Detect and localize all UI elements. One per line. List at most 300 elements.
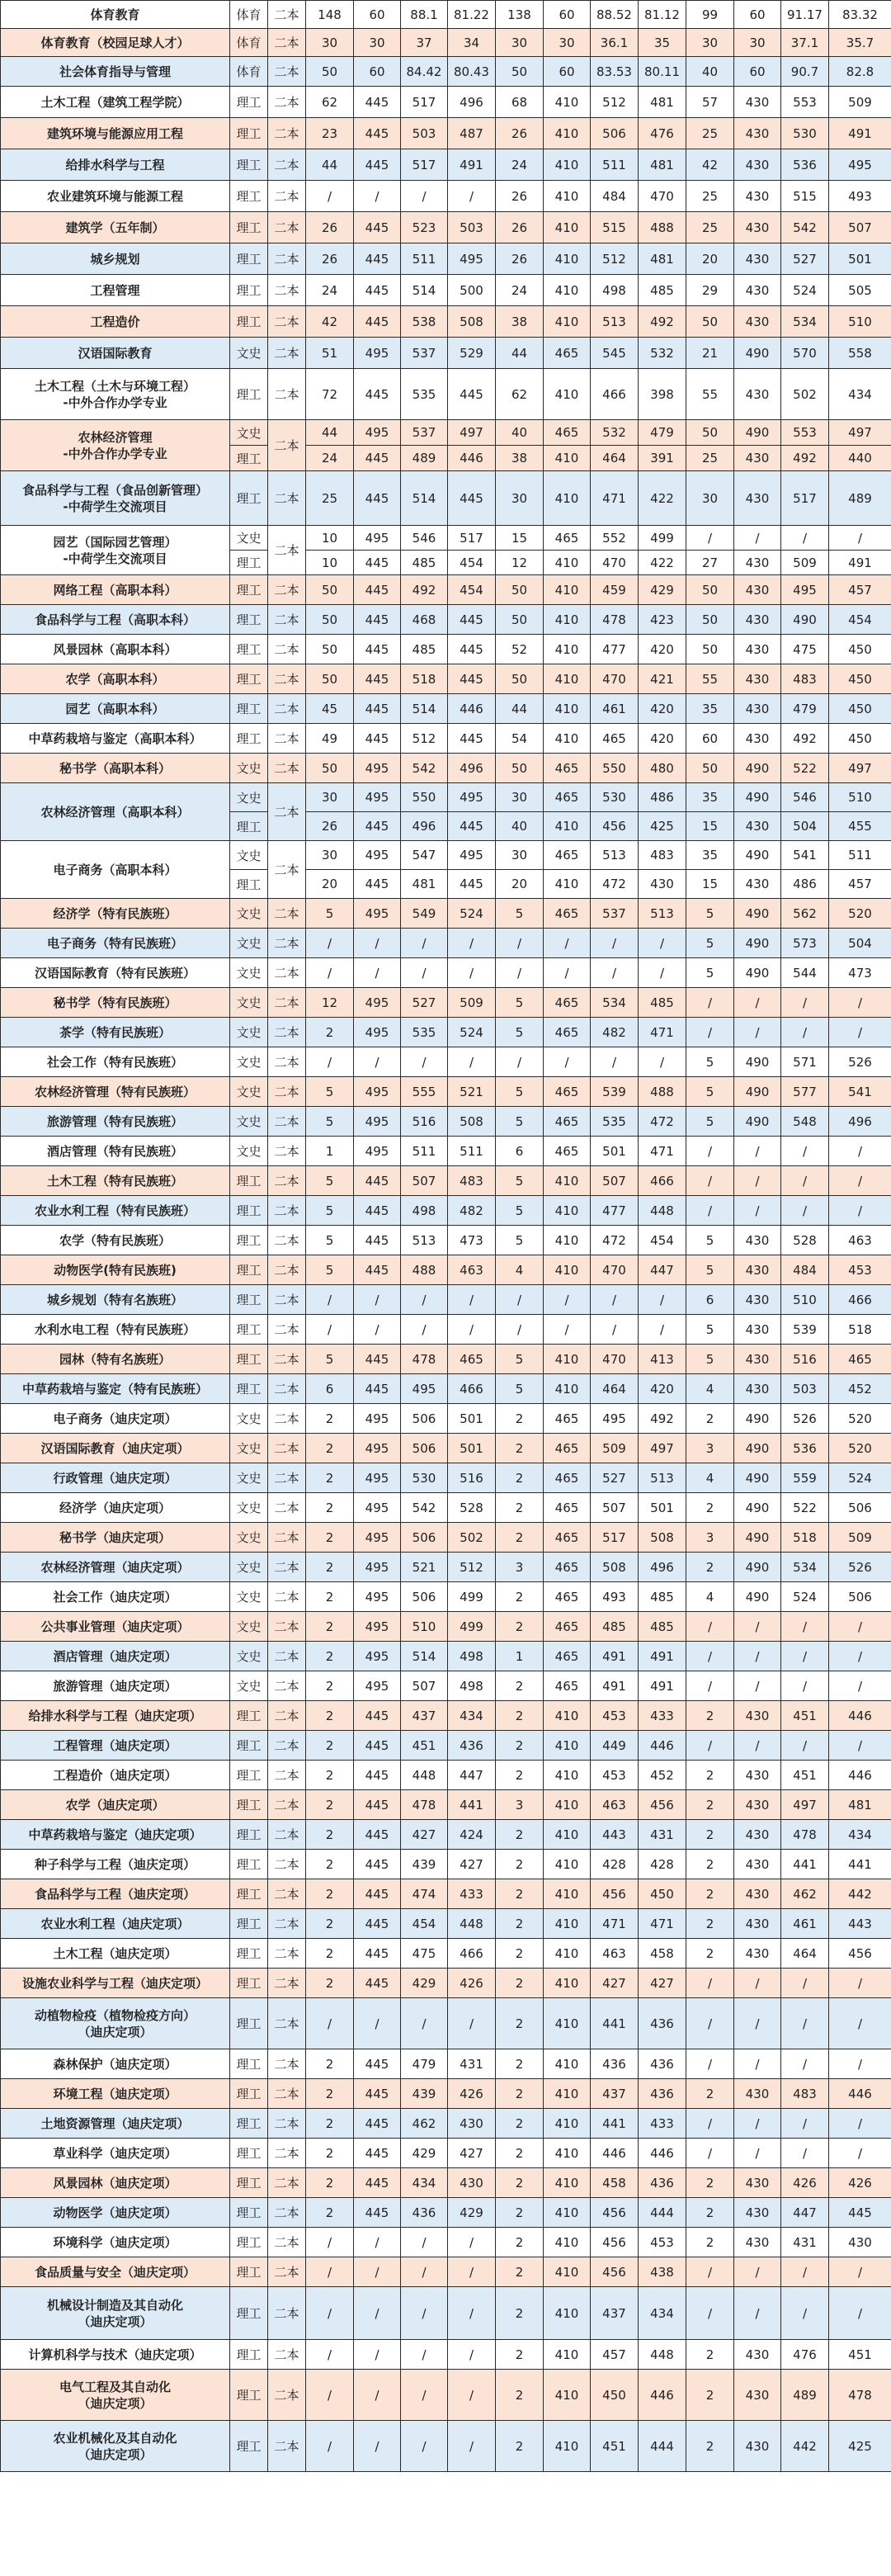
score-cell: 456 [591,2198,639,2228]
table-row [1,118,891,149]
score-cell: 495 [781,575,829,605]
score-cell: 445 [354,471,401,526]
major-name-cell [1,471,230,526]
score-cell: / [829,1642,891,1671]
score-cell: / [734,1998,781,2049]
score-cell: 499 [448,1612,496,1642]
score-cell: 509 [781,551,829,575]
score-cell: / [591,1285,639,1315]
major-name-line: 动物医学(特有民族班) [54,1262,177,1278]
score-cell: 430 [734,2079,781,2109]
score-cell: / [496,1285,544,1315]
score-cell: 515 [781,181,829,212]
score-cell: 430 [734,605,781,635]
score-cell: 430 [734,2198,781,2228]
score-cell: 483 [781,2079,829,2109]
score-cell: 451 [591,2421,639,2472]
score-cell: 520 [829,899,891,929]
major-name-cell [1,1463,230,1493]
score-cell: 546 [401,526,448,551]
table-row [1,988,891,1018]
score-cell: / [354,1998,401,2049]
score-cell: 410 [544,1196,591,1226]
score-cell: 430 [734,1909,781,1939]
major-name-line: 农业机械化及其自动化 [53,2430,177,2446]
table-row [1,1345,891,1374]
subject-type-cell: 理工 [230,1790,268,1820]
score-cell: 38 [496,446,544,471]
score-cell: 490 [734,1553,781,1582]
score-cell: 410 [544,2421,591,2472]
score-cell: 5 [496,1226,544,1255]
major-name-cell [1,1701,230,1731]
major-name-cell [1,958,230,988]
major-name-cell [1,1255,230,1285]
subject-type-cell: 文史 [230,526,268,551]
score-cell: 535 [401,1018,448,1047]
score-cell: 83.32 [829,1,891,29]
major-name-cell [1,275,230,306]
major-name-cell [1,1582,230,1612]
score-cell: 446 [639,2139,686,2168]
score-cell: 517 [401,149,448,181]
major-name-cell [1,2139,230,2168]
table-row [1,1374,891,1404]
major-name-line: 社会工作（迪庆定项） [53,1589,177,1605]
major-name-line: 森林保护（迪庆定项） [53,2056,177,2072]
score-cell: 434 [401,2168,448,2198]
score-cell: / [306,181,354,212]
major-name-cell [1,1315,230,1345]
score-cell: 90.7 [781,57,829,87]
score-cell: 20 [496,870,544,899]
score-cell: 445 [354,812,401,841]
major-name-line: 经济学（特有民族班） [53,905,177,921]
score-cell: 62 [496,369,544,420]
score-cell: 26 [306,812,354,841]
score-cell: 502 [448,1523,496,1553]
table-row [1,212,891,243]
score-cell: 430 [734,275,781,306]
major-name-line: 汉语国际教育（特有民族班） [34,965,196,981]
score-cell: 466 [829,1285,891,1315]
score-cell: 476 [639,118,686,149]
score-cell: 518 [829,1315,891,1345]
batch-cell: 二本 [268,664,306,694]
score-cell: 430 [734,1374,781,1404]
batch-cell: 二本 [268,2370,306,2421]
table-row [1,958,891,988]
score-cell: 430 [734,1315,781,1345]
score-cell: 465 [544,1612,591,1642]
score-cell: 428 [639,1850,686,1879]
score-cell: 410 [544,1226,591,1255]
score-cell: 471 [591,1909,639,1939]
subject-type-cell: 理工 [230,1850,268,1879]
score-cell: 491 [639,1671,686,1701]
subject-type-cell: 文史 [230,958,268,988]
score-cell: 495 [829,149,891,181]
score-cell: / [686,1137,734,1166]
score-cell: 509 [448,988,496,1018]
score-cell: 495 [354,1671,401,1701]
table-row [1,635,891,664]
score-cell: 498 [448,1642,496,1671]
subject-type-cell: 理工 [230,243,268,275]
table-row [1,1731,891,1761]
major-name-line: 体育教育 [90,7,140,22]
score-cell: 2 [686,1701,734,1731]
score-cell: / [401,1047,448,1077]
score-cell: 2 [306,1939,354,1969]
score-cell: 504 [829,929,891,958]
score-cell: 2 [686,2340,734,2370]
score-cell: 35 [686,783,734,812]
score-cell: 463 [591,1790,639,1820]
table-row [1,181,891,212]
score-cell: / [781,1137,829,1166]
score-cell: 492 [781,446,829,471]
major-name-line: 建筑环境与能源应用工程 [46,125,183,141]
subject-type-cell: 理工 [230,1820,268,1850]
score-cell: 436 [639,2168,686,2198]
score-cell: 472 [591,870,639,899]
score-cell: 490 [734,420,781,446]
major-name-line: （迪庆定项） [78,2024,153,2040]
batch-cell: 二本 [268,1998,306,2049]
score-cell: 430 [734,1820,781,1850]
subject-type-cell: 文史 [230,1434,268,1463]
score-cell: 5 [306,1196,354,1226]
score-cell: 410 [544,870,591,899]
score-cell: 470 [591,664,639,694]
score-cell: 437 [591,2079,639,2109]
score-cell: 2 [306,1761,354,1790]
score-cell: 456 [639,1790,686,1820]
score-cell: 544 [781,958,829,988]
score-cell: 5 [306,1255,354,1285]
score-cell: 458 [591,2168,639,2198]
score-cell: 410 [544,2340,591,2370]
score-cell: / [734,988,781,1018]
score-cell: 2 [306,1463,354,1493]
score-cell: 26 [496,181,544,212]
major-name-cell [1,1553,230,1582]
score-cell: 512 [591,87,639,118]
major-name-line: 电子商务（迪庆定项） [53,1411,177,1426]
score-cell: 517 [401,87,448,118]
score-cell: 441 [829,1850,891,1879]
subject-type-cell: 理工 [230,149,268,181]
score-cell: 428 [591,1850,639,1879]
score-cell: 545 [591,338,639,369]
score-cell: 451 [401,1731,448,1761]
score-cell: 526 [781,1404,829,1434]
score-cell: 549 [401,899,448,929]
major-name-cell [1,2079,230,2109]
score-cell: 536 [781,1434,829,1463]
score-cell: 50 [496,575,544,605]
score-cell: 470 [591,1255,639,1285]
batch-cell: 二本 [268,1612,306,1642]
score-cell: 2 [496,2198,544,2228]
score-cell: 49 [306,724,354,754]
batch-cell: 二本 [268,1909,306,1939]
score-cell: / [734,1642,781,1671]
score-cell: / [448,929,496,958]
score-cell: / [448,2257,496,2287]
score-cell: 473 [448,1226,496,1255]
score-cell: 2 [306,1404,354,1434]
score-cell: 445 [354,551,401,575]
batch-cell: 二本 [268,1761,306,1790]
score-cell: / [401,2287,448,2340]
score-cell: 517 [591,1523,639,1553]
score-cell: 446 [639,1731,686,1761]
score-cell: 478 [829,2370,891,2421]
score-cell: 2 [686,2079,734,2109]
score-cell: / [544,1315,591,1345]
score-cell: 445 [354,664,401,694]
score-cell: 445 [354,694,401,724]
score-cell: 503 [401,118,448,149]
major-name-cell [1,2257,230,2287]
score-cell: 60 [354,1,401,29]
score-cell: 524 [781,275,829,306]
score-cell: 391 [639,446,686,471]
score-cell: 2 [306,1493,354,1523]
score-cell: 521 [448,1077,496,1107]
score-cell: 507 [401,1166,448,1196]
batch-cell: 二本 [268,2287,306,2340]
score-cell: 20 [306,870,354,899]
score-cell: 23 [306,118,354,149]
score-cell: / [686,2049,734,2079]
subject-type-cell: 理工 [230,812,268,841]
score-cell: / [686,1612,734,1642]
score-cell: 426 [829,2168,891,2198]
major-name-line: 食品科学与工程（高职本科） [34,612,196,627]
score-cell: 4 [686,1374,734,1404]
subject-type-cell: 文史 [230,929,268,958]
major-name-cell [1,1731,230,1761]
score-cell: 430 [734,87,781,118]
score-cell: 511 [829,841,891,870]
score-cell: 445 [354,118,401,149]
score-cell: 445 [354,2109,401,2139]
score-cell: 410 [544,2228,591,2257]
score-cell: 552 [591,526,639,551]
score-cell: / [639,1315,686,1345]
table-row [1,1404,891,1434]
score-cell: / [829,1196,891,1226]
score-cell: 491 [829,118,891,149]
score-cell: 466 [639,1166,686,1196]
score-cell: 472 [591,1226,639,1255]
major-name-line: 环境工程（迪庆定项） [53,2086,177,2101]
score-cell: / [781,2139,829,2168]
subject-type-cell: 理工 [230,1939,268,1969]
score-cell: 2 [306,1909,354,1939]
score-cell: 456 [591,2257,639,2287]
table-row [1,338,891,369]
score-cell: 495 [354,1582,401,1612]
table-row [1,243,891,275]
score-cell: 84.42 [401,57,448,87]
score-cell: 558 [829,338,891,369]
major-name-line: 秘书学（特有民族班） [53,995,177,1010]
score-cell: 433 [639,2109,686,2139]
score-cell: 501 [639,1493,686,1523]
score-cell: / [829,1612,891,1642]
subject-type-cell: 文史 [230,988,268,1018]
score-cell: / [306,1285,354,1315]
major-name-line: 经济学（迪庆定项） [59,1500,171,1515]
score-cell: 26 [496,243,544,275]
batch-cell: 二本 [268,2109,306,2139]
score-cell: 445 [354,1761,401,1790]
score-cell: 453 [591,1761,639,1790]
batch-cell: 二本 [268,2340,306,2370]
score-cell: 548 [781,1107,829,1137]
score-cell: 497 [639,1434,686,1463]
score-cell: 459 [591,575,639,605]
score-cell: 50 [686,635,734,664]
batch-cell: 二本 [268,1671,306,1701]
table-row [1,2340,891,2370]
score-cell: 426 [448,2079,496,2109]
score-cell: 445 [448,369,496,420]
table-row [1,694,891,724]
score-cell: 99 [686,1,734,29]
score-cell: 490 [734,1523,781,1553]
score-cell: 532 [639,338,686,369]
score-cell: 530 [591,783,639,812]
score-cell: 570 [781,338,829,369]
score-cell: 424 [448,1820,496,1850]
score-cell: 2 [496,1820,544,1850]
table-row [1,929,891,958]
score-cell: 50 [686,754,734,783]
batch-cell: 二本 [268,1642,306,1671]
table-row [1,1434,891,1463]
score-cell: 2 [496,2049,544,2079]
table-row [1,1047,891,1077]
score-cell: 490 [734,783,781,812]
score-cell: 506 [401,1434,448,1463]
table-row [1,754,891,783]
score-cell: 2 [306,1612,354,1642]
score-cell: / [448,2340,496,2370]
score-cell: 510 [829,306,891,338]
score-cell: 476 [781,2340,829,2370]
table-row [1,149,891,181]
score-cell: 457 [829,870,891,899]
score-cell: 511 [448,1137,496,1166]
score-cell: 57 [686,87,734,118]
subject-type-cell: 理工 [230,2198,268,2228]
score-cell: 445 [354,1255,401,1285]
major-name-cell [1,1077,230,1107]
table-row [1,1790,891,1820]
score-cell: 37 [401,29,448,57]
score-cell: 513 [591,306,639,338]
score-cell: 35 [686,694,734,724]
score-cell: 465 [544,899,591,929]
score-cell: 430 [734,446,781,471]
major-name-cell [1,2421,230,2472]
score-cell: 2 [496,1434,544,1463]
score-cell: / [781,1018,829,1047]
score-cell: 518 [401,664,448,694]
score-cell: 445 [354,1850,401,1879]
score-cell: / [401,2340,448,2370]
batch-cell: 二本 [268,1018,306,1047]
score-cell: 44 [306,420,354,446]
score-cell: / [306,958,354,988]
score-cell: 464 [591,1374,639,1404]
score-cell: 508 [639,1523,686,1553]
major-name-line: 给排水科学与工程（迪庆定项） [28,1708,202,1723]
table-row [1,1166,891,1196]
score-cell: 430 [734,1850,781,1879]
score-cell: 436 [448,1731,496,1761]
batch-cell: 二本 [268,2168,306,2198]
score-cell: 441 [781,1850,829,1879]
score-cell: 434 [829,1820,891,1850]
score-cell: 5 [306,1107,354,1137]
score-cell: 410 [544,1374,591,1404]
major-name-line: （迪庆定项） [78,2446,153,2462]
subject-type-cell: 文史 [230,754,268,783]
score-cell: 27 [686,551,734,575]
score-cell: / [401,1998,448,2049]
batch-cell: 二本 [268,2257,306,2287]
score-cell: 501 [591,1137,639,1166]
score-cell: 410 [544,2049,591,2079]
score-cell: 465 [544,1107,591,1137]
score-cell: 25 [686,212,734,243]
score-cell: 485 [591,1612,639,1642]
major-name-line: 秘书学（迪庆定项） [59,1529,171,1545]
score-cell: 453 [639,2228,686,2257]
major-name-line: 园艺（高职本科） [65,701,165,716]
score-cell: 2 [306,2198,354,2228]
major-name-cell [1,635,230,664]
score-cell: 521 [401,1553,448,1582]
score-cell: 446 [829,2079,891,2109]
batch-cell: 二本 [268,929,306,958]
subject-type-cell: 理工 [230,2049,268,2079]
subject-type-cell: 理工 [230,369,268,420]
score-cell: / [781,1998,829,2049]
table-row [1,306,891,338]
score-cell: / [686,2109,734,2139]
score-cell: 5 [306,1166,354,1196]
score-cell: / [734,526,781,551]
score-cell: / [686,1731,734,1761]
score-cell: 50 [686,605,734,635]
score-cell: 2 [496,1909,544,1939]
score-cell: 445 [448,724,496,754]
score-cell: 2 [496,1671,544,1701]
score-cell: 60 [734,1,781,29]
score-cell: 445 [354,87,401,118]
score-cell: / [734,1969,781,1998]
score-cell: 541 [781,841,829,870]
score-cell: 445 [354,605,401,635]
major-name-cell [1,2049,230,2079]
